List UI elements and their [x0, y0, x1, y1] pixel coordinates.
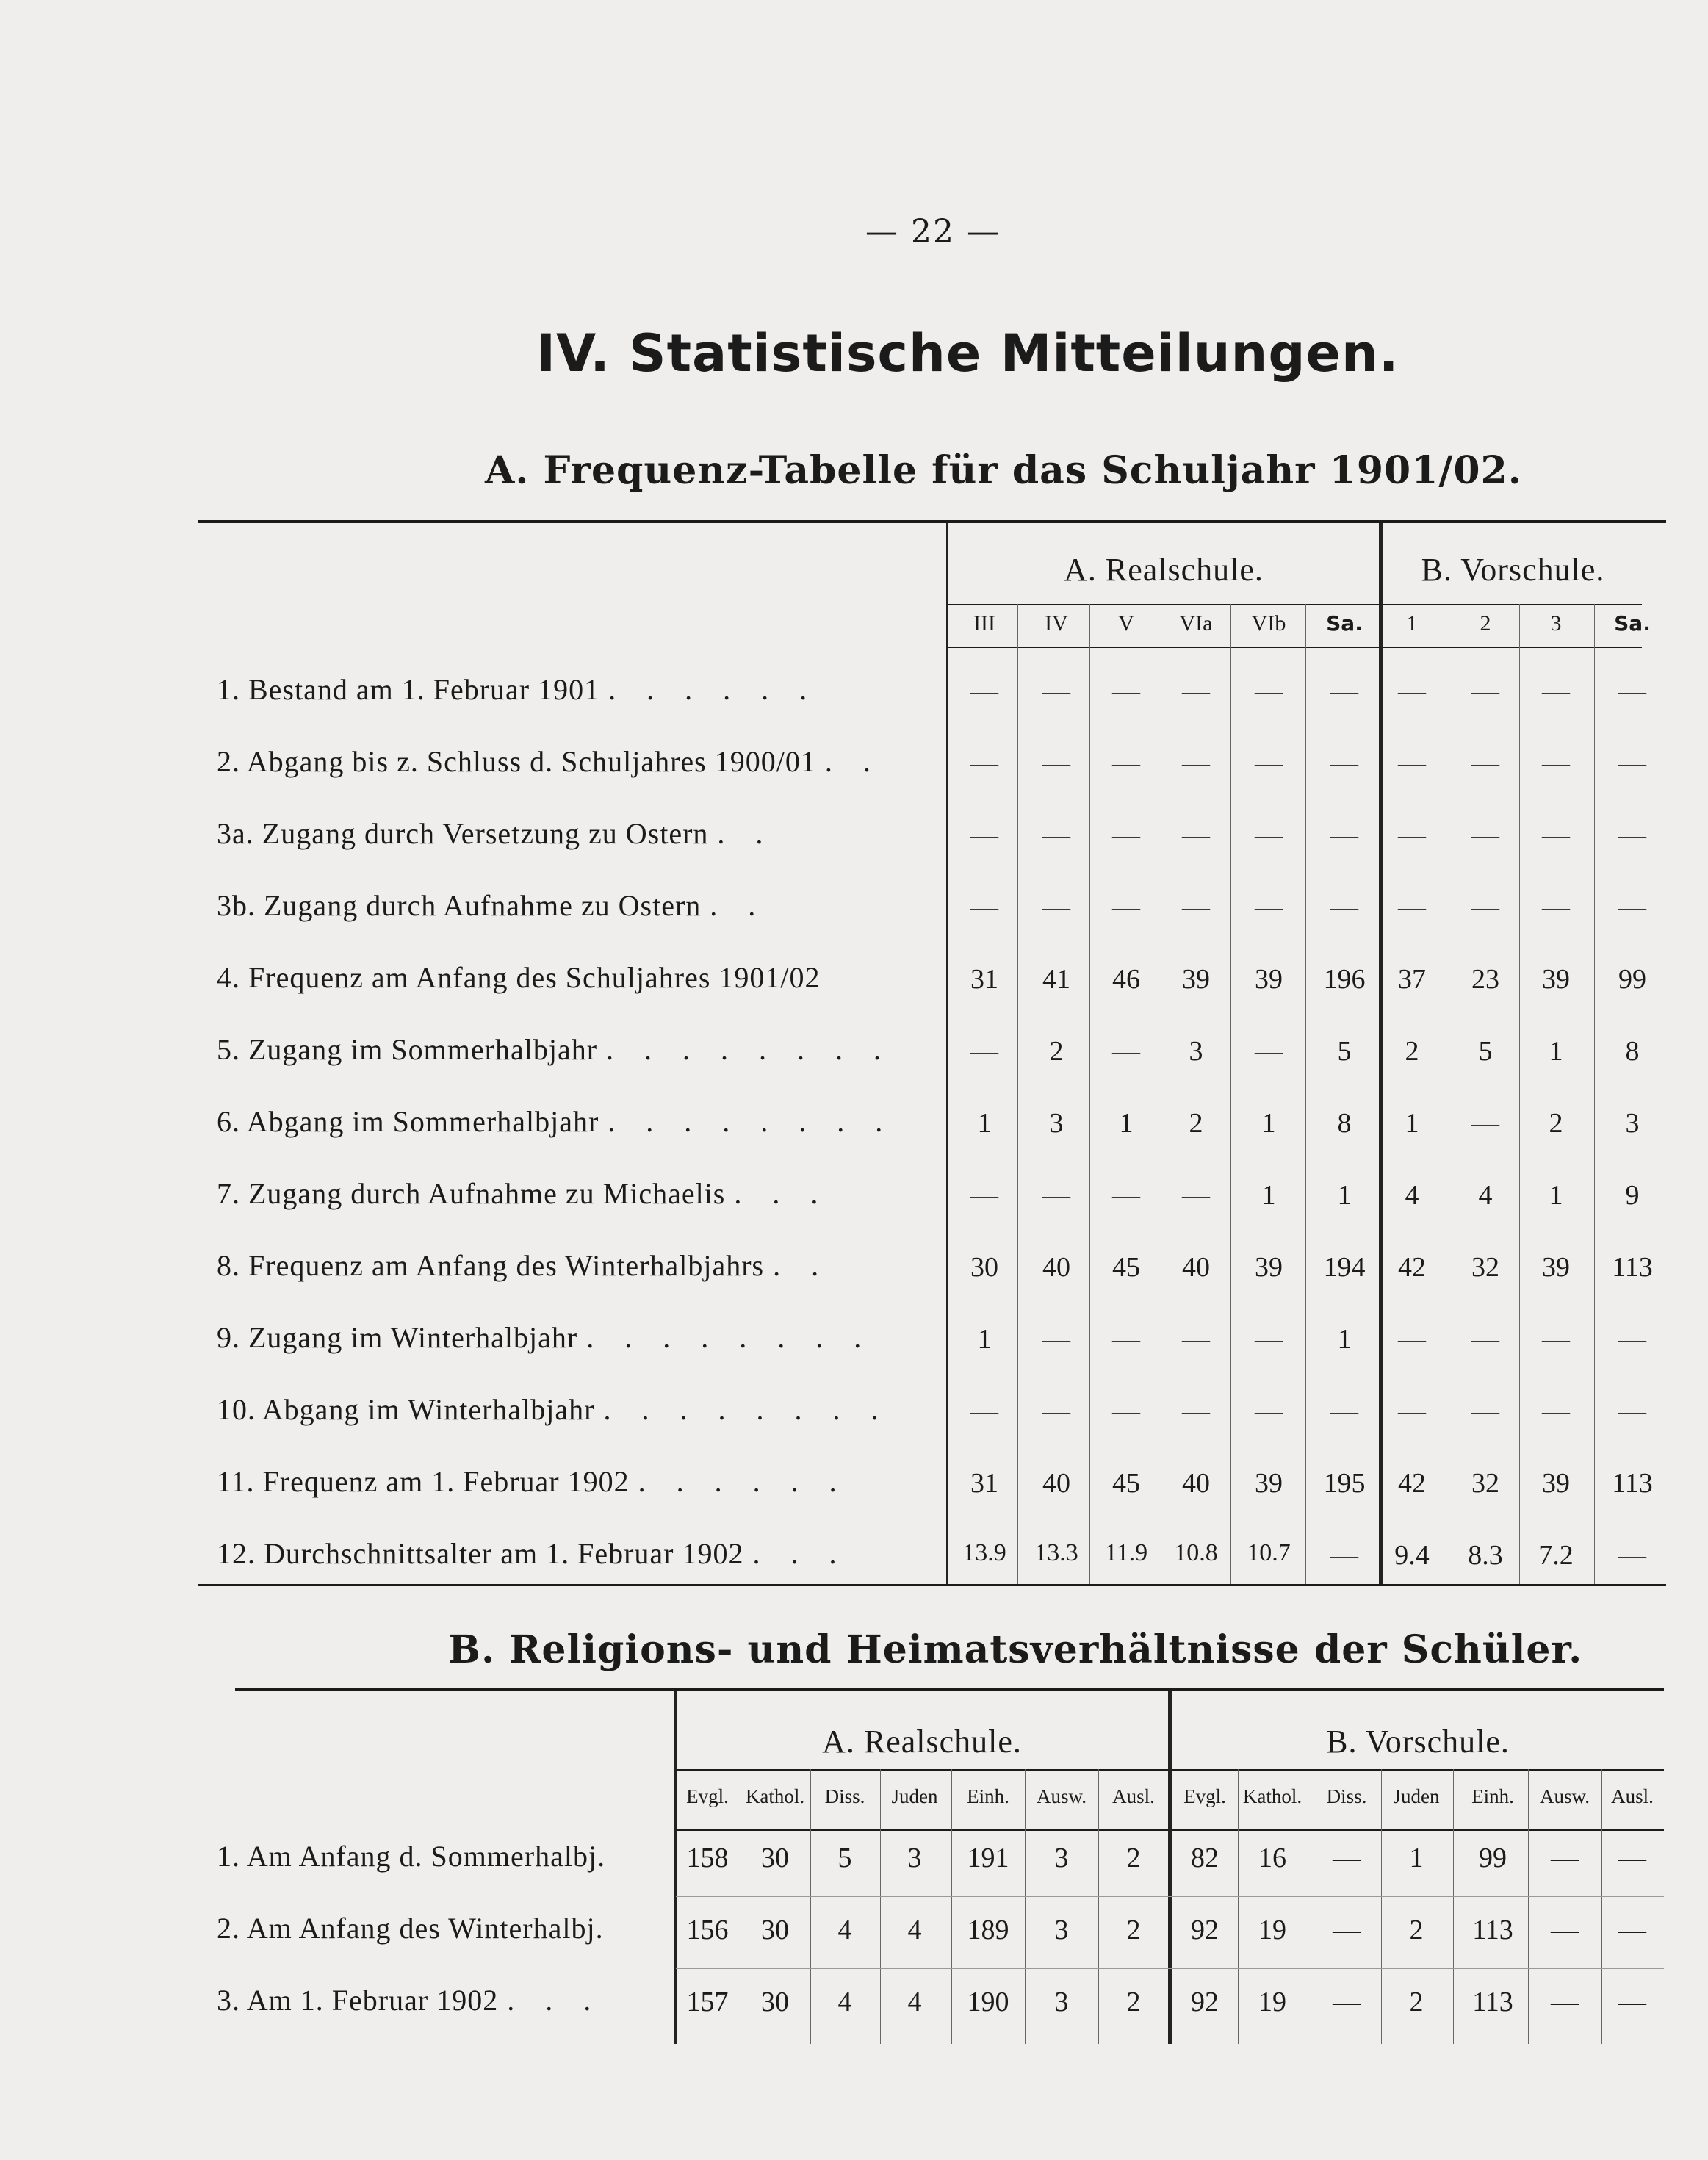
table-cell: 2: [1126, 1915, 1141, 1945]
table-cell: 158: [686, 1843, 729, 1873]
table-cell: —: [970, 748, 998, 779]
table-cell: 1: [1337, 1180, 1352, 1211]
table-a-col-header: Sa.: [1326, 611, 1363, 636]
table-cell: 32: [1471, 1252, 1499, 1283]
table-cell: 11.9: [1104, 1539, 1148, 1566]
table-cell: —: [1333, 1987, 1361, 2017]
table-row-label: [217, 1104, 894, 1139]
table-cell: —: [970, 1036, 998, 1067]
table-cell: —: [970, 892, 998, 923]
table-cell: 10.7: [1247, 1539, 1291, 1566]
table-cell: 16: [1258, 1843, 1286, 1873]
row-leader-dots: . . . . . . . .: [608, 1105, 895, 1138]
table-cell: 8: [1337, 1108, 1352, 1139]
table-cell: 4: [907, 1915, 922, 1945]
table-b-col-header: Ausw.: [1539, 1785, 1590, 1807]
table-b-col-header: Einh.: [967, 1785, 1009, 1807]
row-label-text: 3. Am 1. Februar 1902: [217, 1984, 499, 2017]
table-b-row-rule: [676, 1896, 1664, 1897]
table-a-group-realschule: A. Realschule.: [1064, 552, 1264, 588]
table-cell: —: [1255, 1396, 1283, 1427]
table-cell: —: [1471, 892, 1499, 923]
table-cell: 42: [1398, 1468, 1426, 1499]
table-cell: 3: [1054, 1987, 1069, 2017]
table-row-label: [217, 1911, 604, 1945]
table-cell: 23: [1471, 964, 1499, 995]
table-cell: —: [1398, 676, 1426, 707]
table-cell: —: [1618, 676, 1646, 707]
table-cell: —: [1542, 1396, 1570, 1427]
table-cell: 3: [1054, 1843, 1069, 1873]
table-cell: 4: [1478, 1180, 1493, 1211]
table-cell: —: [970, 1180, 998, 1211]
row-label-text: 5. Zugang im Sommerhalbjahr: [217, 1033, 598, 1066]
table-cell: 39: [1182, 964, 1210, 995]
row-label-text: 1. Bestand am 1. Februar 1901: [217, 673, 600, 706]
table-cell: —: [1042, 892, 1070, 923]
table-cell: —: [1618, 820, 1646, 851]
table-cell: 39: [1542, 1252, 1570, 1283]
table-cell: 9: [1625, 1180, 1640, 1211]
table-cell: —: [1542, 676, 1570, 707]
row-leader-dots: . . . . . . . .: [586, 1321, 873, 1354]
table-cell: —: [1042, 1180, 1070, 1211]
table-cell: 3: [907, 1843, 922, 1873]
table-b-col-rule: [1528, 1769, 1529, 2044]
table-cell: 4: [1405, 1180, 1419, 1211]
table-cell: —: [1112, 1036, 1140, 1067]
table-cell: 39: [1542, 964, 1570, 995]
table-cell: 194: [1323, 1252, 1366, 1283]
table-a-col-rule: [1305, 604, 1306, 1584]
table-cell: 191: [967, 1843, 1009, 1873]
row-leader-dots: . . . . . . . .: [606, 1033, 893, 1066]
table-cell: 4: [837, 1915, 852, 1945]
table-cell: —: [1542, 892, 1570, 923]
table-b-col-header: Ausl.: [1611, 1785, 1654, 1807]
table-cell: 3: [1625, 1108, 1640, 1139]
table-cell: —: [1398, 1324, 1426, 1355]
table-row-label: [217, 1176, 829, 1211]
row-label-text: 4. Frequenz am Anfang des Schuljahres 1901/02: [217, 961, 821, 994]
table-cell: —: [1112, 820, 1140, 851]
table-cell: 19: [1258, 1915, 1286, 1945]
table-cell: —: [1398, 1396, 1426, 1427]
row-leader-dots: . . . . . .: [638, 1465, 848, 1498]
table-cell: —: [1471, 820, 1499, 851]
row-label-text: 2. Am Anfang des Winterhalbj.: [217, 1912, 604, 1945]
table-cell: 9.4: [1394, 1540, 1430, 1571]
table-cell: 3: [1049, 1108, 1064, 1139]
table-cell: 4: [837, 1987, 852, 2017]
table-cell: 7.2: [1538, 1540, 1574, 1571]
table-cell: 39: [1255, 964, 1283, 995]
table-cell: 8: [1625, 1036, 1640, 1067]
table-cell: —: [1618, 1987, 1646, 2017]
table-cell: 32: [1471, 1468, 1499, 1499]
table-cell: 1: [1549, 1036, 1563, 1067]
table-b-row-rule: [676, 1968, 1664, 1969]
table-cell: 99: [1479, 1843, 1507, 1873]
table-b-top-rule: [235, 1688, 1664, 1691]
table-cell: —: [1182, 1180, 1210, 1211]
table-cell: 156: [686, 1915, 729, 1945]
table-cell: —: [1333, 1843, 1361, 1873]
table-cell: —: [1182, 1324, 1210, 1355]
row-leader-dots: . . .: [752, 1537, 848, 1570]
table-cell: 1: [1405, 1108, 1419, 1139]
table-cell: —: [1042, 676, 1070, 707]
table-b-col-header: Kathol.: [745, 1785, 805, 1807]
table-cell: —: [1330, 1540, 1358, 1571]
table-cell: 196: [1323, 964, 1366, 995]
table-cell: 113: [1612, 1252, 1653, 1283]
table-cell: —: [1255, 1324, 1283, 1355]
table-cell: 189: [967, 1915, 1009, 1945]
row-leader-dots: . .: [824, 745, 882, 778]
table-cell: —: [1398, 820, 1426, 851]
table-cell: 5: [1478, 1036, 1493, 1067]
table-cell: 10.8: [1174, 1539, 1218, 1566]
table-cell: —: [1618, 1540, 1646, 1571]
table-cell: 1: [1119, 1108, 1134, 1139]
table-b-col-rule: [1453, 1769, 1454, 2044]
table-cell: —: [1330, 1396, 1358, 1427]
table-cell: 1: [1261, 1108, 1276, 1139]
table-b-col-rule: [951, 1769, 952, 2044]
table-cell: —: [970, 676, 998, 707]
table-cell: 2: [1409, 1915, 1424, 1945]
table-row-label: [217, 1392, 890, 1427]
table-cell: 40: [1042, 1252, 1070, 1283]
table-a-col-header: IV: [1045, 611, 1068, 636]
table-cell: —: [1182, 748, 1210, 779]
table-cell: 41: [1042, 964, 1070, 995]
table-row-label: [217, 744, 882, 779]
table-cell: 2: [1549, 1108, 1563, 1139]
table-cell: —: [1551, 1843, 1579, 1873]
table-cell: 195: [1323, 1468, 1366, 1499]
table-cell: —: [1471, 676, 1499, 707]
table-cell: 30: [761, 1843, 789, 1873]
table-cell: 31: [970, 964, 998, 995]
table-a-header-rule: [948, 647, 1642, 648]
table-a-group-vorschule: B. Vorschule.: [1421, 552, 1605, 588]
table-cell: —: [1042, 1396, 1070, 1427]
table-cell: 30: [970, 1252, 998, 1283]
table-cell: 92: [1191, 1987, 1219, 2017]
table-cell: 99: [1618, 964, 1646, 995]
table-cell: 113: [1472, 1987, 1513, 2017]
table-cell: 45: [1112, 1468, 1140, 1499]
row-label-text: 1. Am Anfang d. Sommerhalbj.: [217, 1840, 606, 1873]
row-label-text: 9. Zugang im Winterhalbjahr: [217, 1321, 578, 1354]
table-cell: 190: [967, 1987, 1009, 2017]
table-cell: 31: [970, 1468, 998, 1499]
table-cell: —: [1330, 676, 1358, 707]
page-title: IV. Statistische Mitteilungen.: [536, 323, 1399, 384]
table-row-label: [217, 1983, 602, 2017]
table-cell: 2: [1405, 1036, 1419, 1067]
table-cell: 92: [1191, 1915, 1219, 1945]
table-row-label: [217, 1536, 848, 1571]
page-number: — 22 —: [865, 213, 1001, 251]
table-cell: 30: [761, 1987, 789, 2017]
table-cell: —: [1042, 748, 1070, 779]
table-a-col-header: 2: [1480, 611, 1491, 636]
table-cell: 37: [1398, 964, 1426, 995]
row-label-text: 3b. Zugang durch Aufnahme zu Ostern: [217, 889, 702, 922]
table-a-bottom-rule: [198, 1584, 1666, 1586]
table-cell: —: [1618, 1324, 1646, 1355]
table-cell: 2: [1126, 1987, 1141, 2017]
table-b-group-vorschule: B. Vorschule.: [1326, 1724, 1510, 1760]
table-cell: 1: [977, 1108, 992, 1139]
row-label-text: 7. Zugang durch Aufnahme zu Michaelis: [217, 1177, 726, 1210]
table-row-label: [217, 1032, 893, 1067]
table-row-label: [217, 960, 821, 995]
table-cell: —: [1333, 1915, 1361, 1945]
table-a-subhead-rule: [948, 604, 1642, 605]
table-cell: —: [1112, 676, 1140, 707]
table-a-col-header: 1: [1406, 611, 1418, 636]
table-cell: 40: [1042, 1468, 1070, 1499]
table-cell: —: [1112, 1180, 1140, 1211]
row-label-text: 8. Frequenz am Anfang des Winterhalbjahrs: [217, 1249, 765, 1282]
table-b-col-header: Evgl.: [686, 1785, 729, 1807]
table-cell: 5: [837, 1843, 852, 1873]
row-label-text: 3a. Zugang durch Versetzung zu Ostern: [217, 817, 709, 850]
table-cell: 157: [686, 1987, 729, 2017]
table-cell: 2: [1049, 1036, 1064, 1067]
table-cell: 42: [1398, 1252, 1426, 1283]
row-leader-dots: . .: [773, 1249, 831, 1282]
table-cell: —: [1182, 820, 1210, 851]
table-row-label: [217, 672, 818, 707]
row-label-text: 11. Frequenz am 1. Februar 1902: [217, 1465, 630, 1498]
table-cell: —: [1112, 1324, 1140, 1355]
table-cell: 46: [1112, 964, 1140, 995]
table-b-group-realschule: A. Realschule.: [822, 1724, 1022, 1760]
table-a-col-header: 3: [1550, 611, 1562, 636]
table-cell: 8.3: [1468, 1540, 1503, 1571]
table-cell: 113: [1472, 1915, 1513, 1945]
table-cell: 5: [1337, 1036, 1352, 1067]
table-cell: —: [1618, 1396, 1646, 1427]
table-cell: —: [1182, 892, 1210, 923]
table-cell: —: [1330, 748, 1358, 779]
row-leader-dots: . . .: [734, 1177, 830, 1210]
table-cell: 82: [1191, 1843, 1219, 1873]
table-cell: —: [1542, 820, 1570, 851]
table-cell: 39: [1255, 1252, 1283, 1283]
table-b-col-header: Juden: [891, 1785, 938, 1807]
table-cell: —: [1398, 892, 1426, 923]
table-a-col-header: VIa: [1179, 611, 1213, 636]
table-cell: 30: [761, 1915, 789, 1945]
table-cell: —: [1471, 748, 1499, 779]
table-b-col-header: Ausl.: [1112, 1785, 1155, 1807]
table-cell: —: [1255, 1036, 1283, 1067]
table-cell: —: [1112, 892, 1140, 923]
table-cell: 1: [1409, 1843, 1424, 1873]
table-cell: 1: [1337, 1324, 1352, 1355]
table-cell: 3: [1189, 1036, 1203, 1067]
table-cell: —: [1542, 1324, 1570, 1355]
table-a-col-rule: [1594, 604, 1595, 1584]
table-cell: —: [1182, 1396, 1210, 1427]
table-cell: —: [1255, 676, 1283, 707]
table-cell: 2: [1189, 1108, 1203, 1139]
row-leader-dots: . .: [717, 817, 775, 850]
table-a-col-header: V: [1118, 611, 1134, 636]
table-cell: —: [1618, 1843, 1646, 1873]
table-cell: —: [1471, 1324, 1499, 1355]
table-cell: —: [1398, 748, 1426, 779]
table-cell: —: [1112, 748, 1140, 779]
row-leader-dots: . . . . . . . .: [603, 1393, 890, 1426]
row-label-text: 2. Abgang bis z. Schluss d. Schuljahres 1900/01: [217, 745, 816, 778]
table-cell: —: [1330, 892, 1358, 923]
row-label-text: 12. Durchschnittsalter am 1. Februar 1902: [217, 1537, 744, 1570]
table-a-col-header: III: [973, 611, 995, 636]
table-cell: 3: [1054, 1915, 1069, 1945]
table-cell: —: [1618, 1915, 1646, 1945]
row-leader-dots: . .: [710, 889, 768, 922]
table-cell: —: [970, 820, 998, 851]
table-a-top-rule: [198, 520, 1666, 523]
table-cell: 4: [907, 1987, 922, 2017]
table-cell: 2: [1409, 1987, 1424, 2017]
table-cell: —: [1551, 1987, 1579, 2017]
table-cell: 40: [1182, 1468, 1210, 1499]
table-cell: —: [1112, 1396, 1140, 1427]
table-cell: —: [1551, 1915, 1579, 1945]
table-b-col-header: Juden: [1393, 1785, 1440, 1807]
table-b-col-rule: [1025, 1769, 1026, 2044]
table-cell: —: [1618, 748, 1646, 779]
table-cell: 39: [1255, 1468, 1283, 1499]
table-cell: —: [1182, 676, 1210, 707]
table-cell: 39: [1542, 1468, 1570, 1499]
table-a-title: A. Frequenz-Tabelle für das Schuljahr 1901/02.: [485, 448, 1522, 493]
table-cell: 113: [1612, 1468, 1653, 1499]
table-cell: 1: [977, 1324, 992, 1355]
table-cell: —: [1542, 748, 1570, 779]
table-row-label: [217, 1839, 605, 1873]
table-b-col-header: Ausw.: [1036, 1785, 1087, 1807]
table-b-col-header: Einh.: [1471, 1785, 1514, 1807]
table-row-label: [217, 1248, 830, 1283]
table-cell: —: [1618, 892, 1646, 923]
table-row-label: [217, 1320, 873, 1355]
table-cell: 13.9: [962, 1539, 1006, 1566]
table-cell: 13.3: [1034, 1539, 1078, 1566]
table-b-col-header: Evgl.: [1183, 1785, 1226, 1807]
table-b-col-header: Diss.: [1326, 1785, 1367, 1807]
table-cell: 1: [1261, 1180, 1276, 1211]
table-cell: 2: [1126, 1843, 1141, 1873]
table-row-label: [217, 1464, 848, 1499]
table-cell: —: [1471, 1396, 1499, 1427]
row-label-text: 6. Abgang im Sommerhalbjahr: [217, 1105, 599, 1138]
table-cell: —: [1042, 1324, 1070, 1355]
table-cell: —: [1255, 820, 1283, 851]
table-cell: 19: [1258, 1987, 1286, 2017]
table-cell: 1: [1549, 1180, 1563, 1211]
table-row-label: [217, 816, 774, 851]
table-row-label: [217, 888, 767, 923]
row-label-text: 10. Abgang im Winterhalbjahr: [217, 1393, 595, 1426]
table-cell: 45: [1112, 1252, 1140, 1283]
row-leader-dots: . . . . . .: [608, 673, 819, 706]
table-b-title: B. Religions- und Heimatsverhältnisse der Schüler.: [448, 1627, 1583, 1672]
table-cell: —: [1255, 748, 1283, 779]
table-b-col-header: Kathol.: [1242, 1785, 1302, 1807]
table-b-col-header: Diss.: [824, 1785, 865, 1807]
table-cell: —: [1255, 892, 1283, 923]
row-leader-dots: . . .: [507, 1984, 603, 2017]
table-cell: 40: [1182, 1252, 1210, 1283]
table-a-col-header: VIb: [1251, 611, 1286, 636]
table-cell: —: [1471, 1108, 1499, 1139]
table-cell: —: [1330, 820, 1358, 851]
table-cell: —: [1042, 820, 1070, 851]
table-a-col-header: Sa.: [1614, 611, 1651, 636]
table-cell: —: [970, 1396, 998, 1427]
